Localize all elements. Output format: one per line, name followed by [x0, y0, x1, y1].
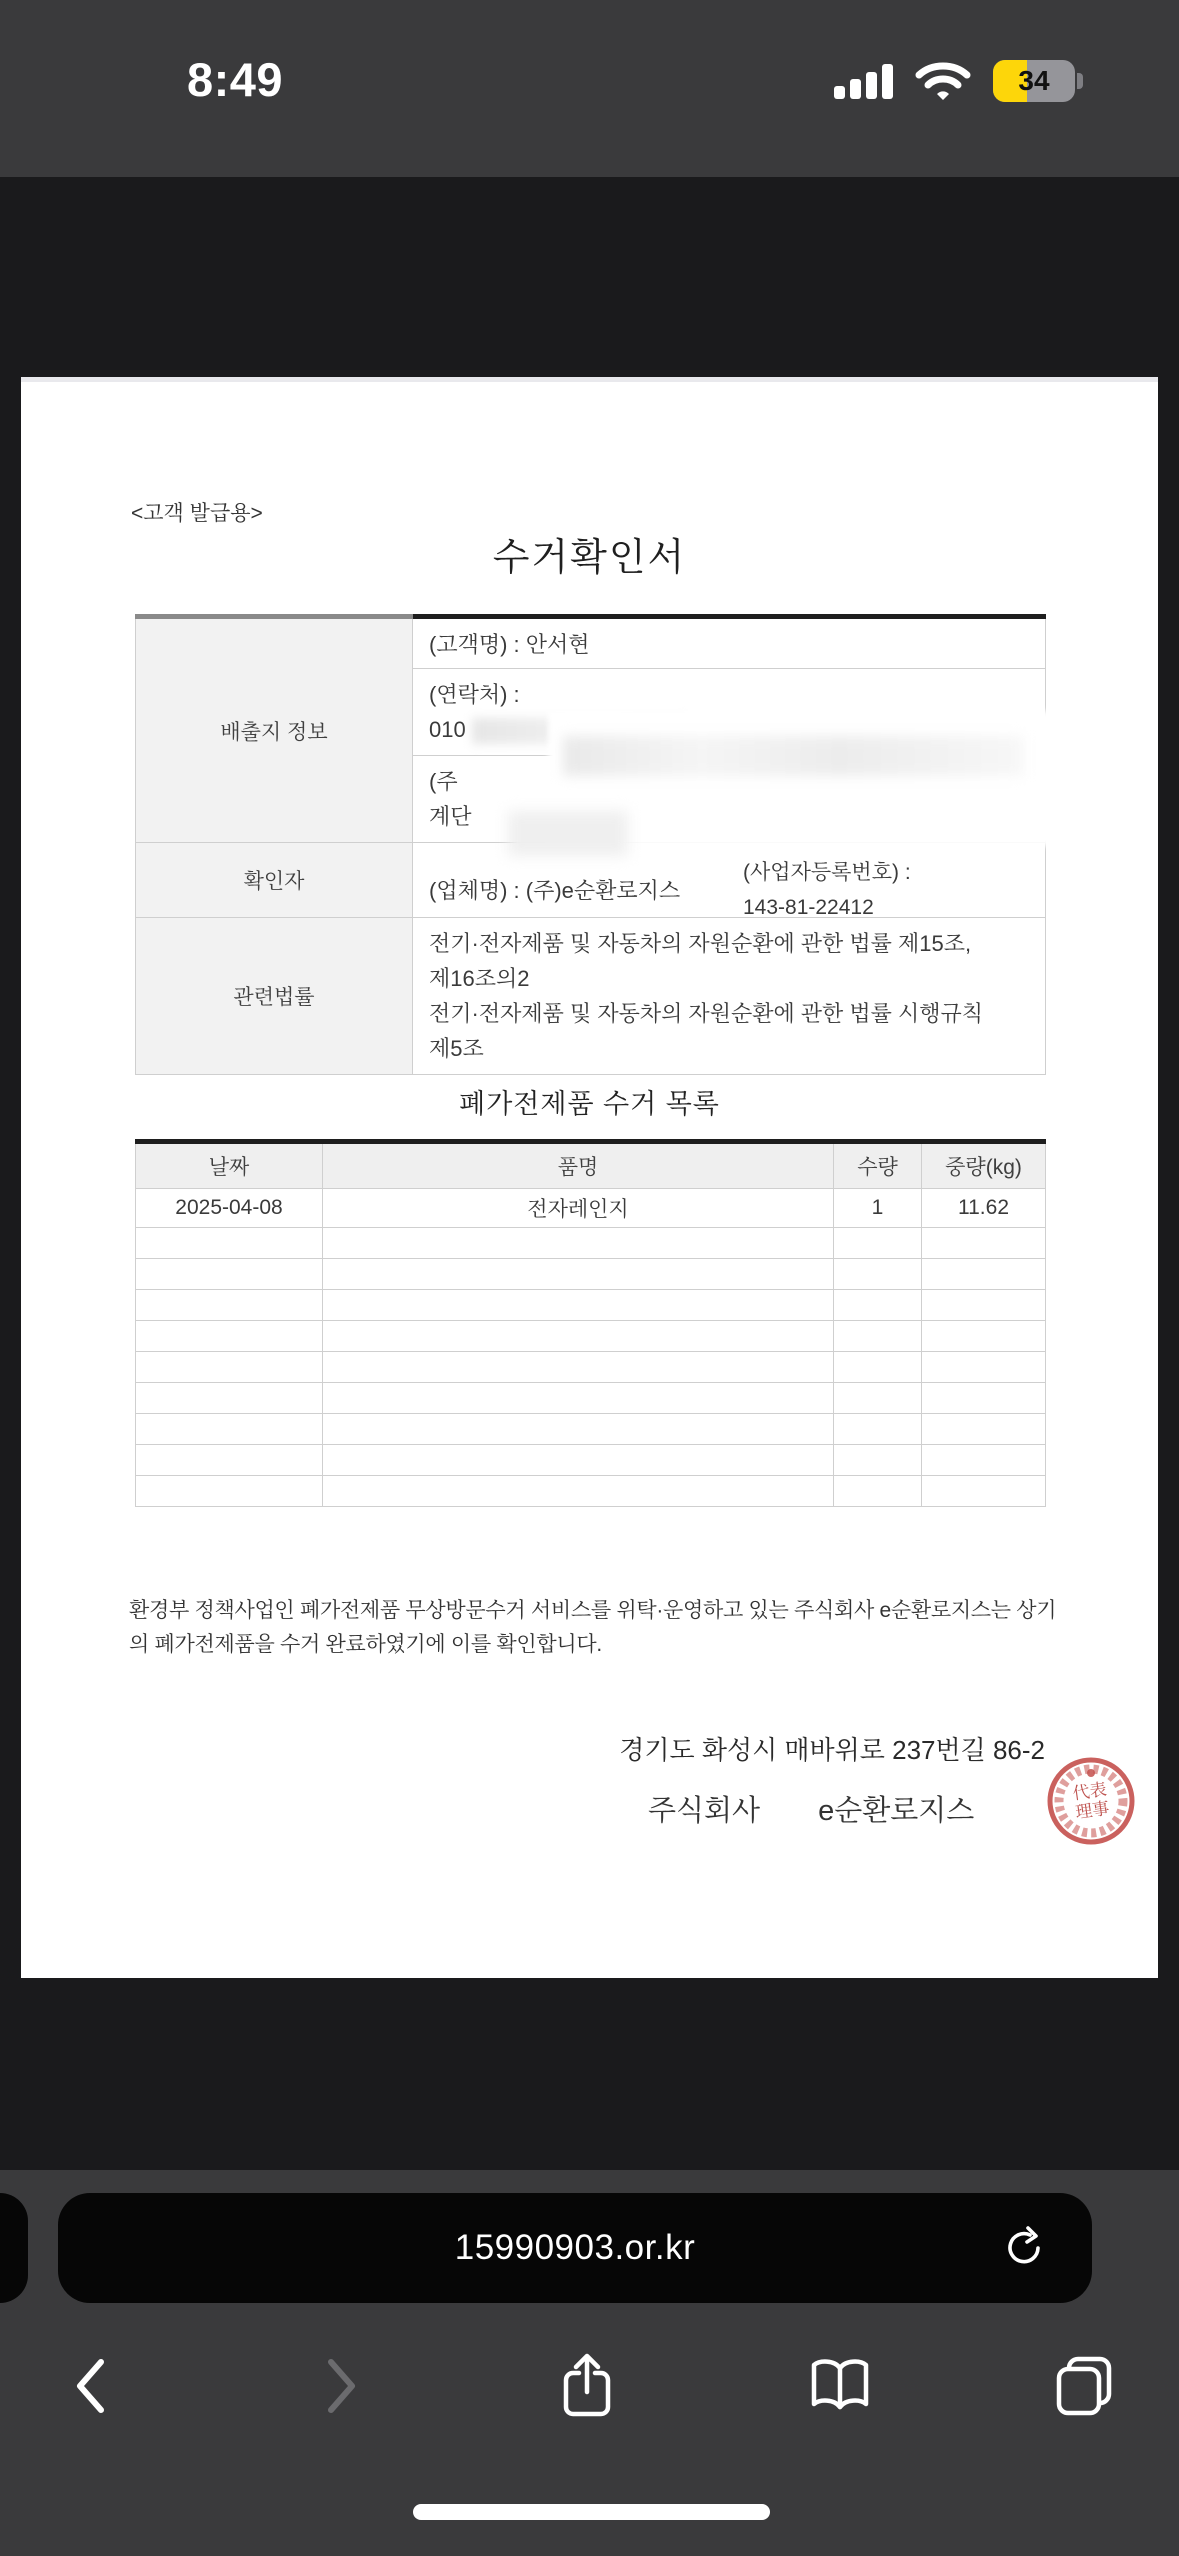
- signature-line: [648, 1770, 1136, 1846]
- collection-empty-rows: [136, 1189, 1046, 1507]
- company-type: 주식회사: [648, 1794, 761, 1827]
- confirmer-registration: (사업자등록번호) : 143-81-22412: [743, 861, 911, 919]
- battery-indicator: [993, 60, 1083, 102]
- share-button[interactable]: [555, 2354, 619, 2418]
- url-bar[interactable]: [58, 2193, 1092, 2303]
- info-table: [135, 614, 1046, 1075]
- contact-value: 010: [429, 712, 1029, 747]
- company-name: e순환로지스: [818, 1794, 975, 1827]
- closing-statement: 환경부 정책사업인 폐가전제품 무상방문수거 서비스를 위탁·운영하고 있는 주식회사 e순환로지스는 상기의 폐가전제품을 수거 완료하였기에 이를 확인합니다.: [129, 1599, 1057, 1656]
- collection-empty-row: [136, 1259, 1046, 1290]
- discharge-info-label: 배출지 정보: [136, 617, 413, 843]
- url-text: 15990903.or.kr: [454, 2228, 696, 2267]
- confirmer-company: (업체명) : (주)e순환로지스: [429, 878, 681, 903]
- home-indicator[interactable]: [413, 2504, 770, 2520]
- status-bar: [0, 0, 1179, 177]
- collection-empty-row: [136, 1228, 1046, 1259]
- status-time: 8:49: [186, 53, 284, 106]
- bookmarks-button[interactable]: [808, 2354, 872, 2418]
- collection-empty-row: [136, 1321, 1046, 1352]
- adjacent-tab-edge[interactable]: [0, 2193, 28, 2303]
- address-line1: (주: [429, 769, 458, 794]
- svg-text:代表: 代表: [1071, 1779, 1109, 1804]
- bookmarks-icon: [808, 2358, 872, 2414]
- issue-type-label: <고객 발급용>: [131, 502, 263, 525]
- document-page: [21, 377, 1158, 1978]
- cell-weight: 11.62: [922, 1189, 1046, 1228]
- cell-qty: 1: [834, 1189, 922, 1228]
- collection-empty-row: [136, 1476, 1046, 1507]
- back-button[interactable]: [58, 2354, 122, 2418]
- col-item: 품명: [323, 1142, 834, 1189]
- safari-bottom-chrome: [0, 2170, 1179, 2556]
- confirmer-label: 확인자: [136, 843, 413, 918]
- battery-nub: [1077, 73, 1083, 89]
- tabs-icon: [1055, 2355, 1113, 2417]
- table-row: [136, 1189, 1046, 1228]
- collection-table: [135, 1139, 1046, 1507]
- tabs-button[interactable]: [1052, 2354, 1116, 2418]
- collection-empty-row: [136, 1445, 1046, 1476]
- related-law-cell: 전기·전자제품 및 자동차의 자원순환에 관한 법률 제15조, 제16조의2 전기·전자제품 및 자동차의 자원순환에 관한 법률 시행규칙 제5조: [413, 918, 1046, 1075]
- customer-name-cell: (고객명) : 안서현: [413, 617, 1046, 669]
- reload-icon[interactable]: [1002, 2225, 1048, 2271]
- cellular-signal-icon: [834, 63, 893, 99]
- document-title: 수거확인서: [492, 537, 687, 579]
- collection-empty-row: [136, 1383, 1046, 1414]
- col-date: 날짜: [136, 1142, 323, 1189]
- forward-button[interactable]: [310, 2354, 374, 2418]
- collection-header-row: [136, 1142, 1046, 1189]
- col-qty: 수량: [834, 1142, 922, 1189]
- share-icon: [561, 2352, 613, 2420]
- corporate-seal-stamp: [1046, 1756, 1136, 1846]
- collection-empty-row: [136, 1290, 1046, 1321]
- address-line2: 계단: [429, 804, 472, 829]
- cell-item: 전자레인지: [323, 1189, 834, 1228]
- svg-text:理事: 理事: [1074, 1798, 1111, 1823]
- col-weight: 중량(kg): [922, 1142, 1046, 1189]
- status-icons: [834, 60, 1083, 102]
- address-cell: [413, 756, 1046, 843]
- forward-icon: [325, 2357, 359, 2415]
- collection-list-title: 폐가전제품 수거 목록: [459, 1089, 720, 1119]
- battery-percent: 34: [1018, 65, 1050, 96]
- collection-empty-row: [136, 1414, 1046, 1445]
- related-law-label: 관련법률: [136, 918, 413, 1075]
- browser-webview[interactable]: [0, 177, 1179, 2170]
- battery-icon: [993, 60, 1075, 102]
- collection-empty-row: [136, 1352, 1046, 1383]
- contact-label: (연락처) :: [429, 682, 520, 707]
- cell-date: 2025-04-08: [136, 1189, 323, 1228]
- company-address: 경기도 화성시 매바위로 237번길 86-2: [619, 1735, 1045, 1765]
- wifi-icon: [915, 60, 971, 102]
- back-icon: [73, 2357, 107, 2415]
